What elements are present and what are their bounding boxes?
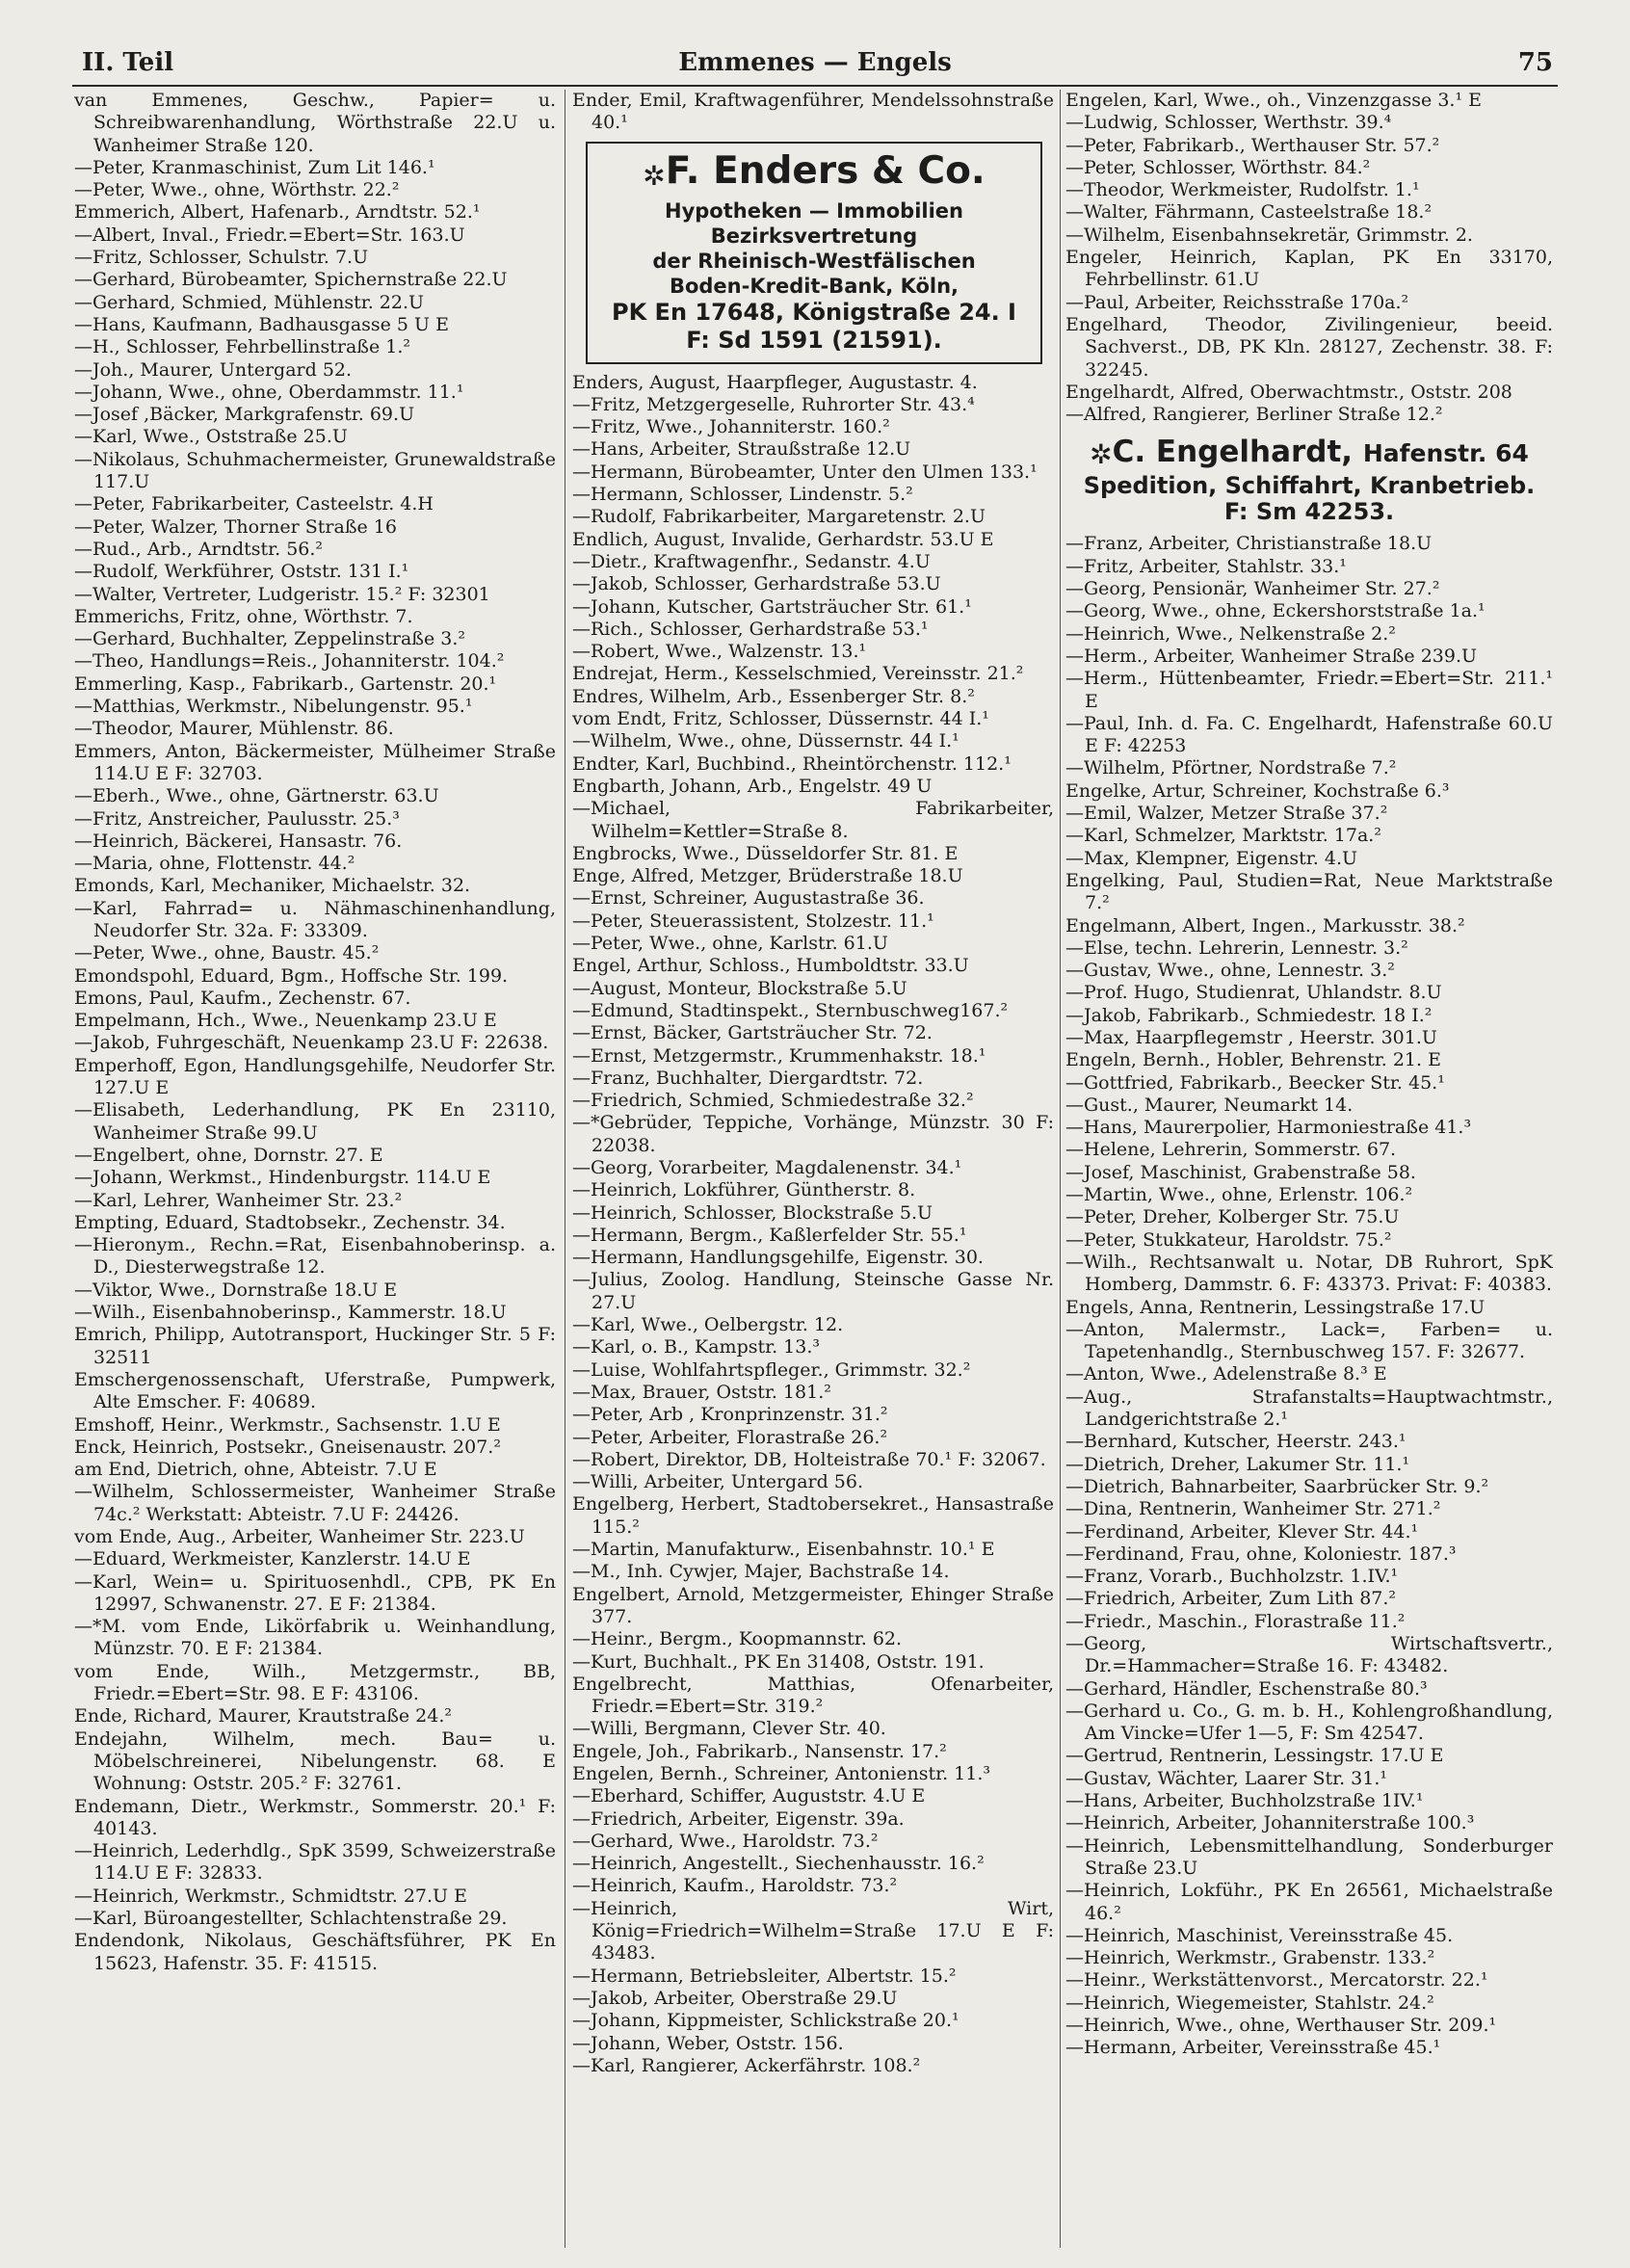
directory-entry: —Gustav, Wächter, Laarer Str. 31.¹ <box>1065 1767 1388 1789</box>
directory-entry: vom Endt, Fritz, Schlosser, Düssernstr. 44 I.¹ <box>572 708 989 730</box>
ad-line: der Rheinisch-Westfälischen <box>652 249 976 273</box>
directory-entry: —Hermann, Bergm., Kaßlerfelder Str. 55.¹ <box>572 1224 967 1246</box>
directory-entry: —Friedrich, Arbeiter, Eigenstr. 39a. <box>572 1807 905 1830</box>
directory-entry: —Robert, Wwe., Walzenstr. 13.¹ <box>572 641 867 663</box>
ad-line: Boden-Kredit-Bank, Köln, <box>669 274 960 298</box>
directory-entry: —Peter, Kranmaschinist, Zum Lit 146.¹ <box>74 156 435 178</box>
directory-entry: —Aug., Strafanstalts=Hauptwachtmstr., Landgerichtstraße 2.¹ <box>1065 1385 1553 1431</box>
directory-entry: —Wilh., Rechtsanwalt u. Notar, DB Ruhrort, SpK Homberg, Dammstr. 6. F: 43373. Privat: F: 40383. <box>1065 1251 1553 1296</box>
directory-entry: —Hans, Kaufmann, Badhausgasse 5 U E <box>74 313 449 335</box>
directory-entry: —Jakob, Schlosser, Gerhardstraße 53.U <box>572 573 941 595</box>
directory-entry: —Theodor, Werkmeister, Rudolfstr. 1.¹ <box>1065 179 1420 201</box>
directory-entry: Engelke, Artur, Schreiner, Kochstraße 6.³ <box>1065 779 1450 802</box>
directory-entry: —Peter, Steuerassistent, Stolzestr. 11.¹ <box>572 910 934 932</box>
directory-entry: —Heinrich, Kaufm., Haroldstr. 73.² <box>572 1875 898 1897</box>
directory-entry: —Rud., Arb., Arndtstr. 56.² <box>74 538 324 560</box>
directory-entry: —Herm., Arbeiter, Wanheimer Straße 239.U <box>1065 645 1478 667</box>
directory-entry: Endejahn, Wilhelm, mech. Bau= u. Möbelschreinerei, Nibelungenstr. 68. E Wohnung: Oststr. 205.² F: 32761. <box>74 1727 556 1795</box>
directory-entry: Engeln, Bernh., Hobler, Behrenstr. 21. E <box>1065 1049 1441 1071</box>
directory-entry: —Karl, Schmelzer, Marktstr. 17a.² <box>1065 825 1381 847</box>
directory-entry: —Hermann, Arbeiter, Vereinsstraße 45.¹ <box>1065 2037 1441 2059</box>
directory-entry: —Friedr., Maschin., Florastraße 11.² <box>1065 1610 1406 1632</box>
ad-title: F. Enders & Co. <box>665 148 986 193</box>
directory-entry: Empelmann, Hch., Wwe., Neuenkamp 23.U E <box>74 1010 497 1032</box>
directory-entry: Emmers, Anton, Bäckermeister, Mülheimer Straße 114.U E F: 32703. <box>74 740 556 784</box>
directory-entry: —Ferdinand, Frau, ohne, Koloniestr. 187.³ <box>1065 1543 1457 1565</box>
directory-entry: —Martin, Wwe., ohne, Erlenstr. 106.² <box>1065 1184 1413 1206</box>
directory-entry: Ender, Emil, Kraftwagenführer, Mendelssohnstraße 40.¹ <box>572 90 1054 134</box>
directory-entry: —Heinrich, Lokführer, Güntherstr. 8. <box>572 1179 916 1201</box>
column-divider <box>1060 90 1061 2248</box>
section-label: II. Teil <box>82 48 174 77</box>
directory-entry: —Johann, Weber, Oststr. 156. <box>572 2032 844 2054</box>
directory-entry: —Peter, Fabrikarb., Werthauser Str. 57.² <box>1065 134 1440 156</box>
directory-entry: Emrich, Philipp, Autotransport, Huckinger Str. 5 F: 32511 <box>74 1324 556 1368</box>
directory-entry: —Georg, Wwe., ohne, Eckershorststraße 1a.¹ <box>1065 600 1485 622</box>
directory-entry: —Robert, Direktor, DB, Holteistraße 70.¹ F: 32067. <box>572 1448 1046 1470</box>
directory-entry: —Fritz, Schlosser, Schulstr. 7.U <box>74 247 369 269</box>
directory-entry: —Alfred, Rangierer, Berliner Straße 12.² <box>1065 404 1443 426</box>
directory-entry: —Wilhelm, Wwe., ohne, Düssernstr. 44 I.¹ <box>572 730 960 752</box>
column-3-top-entries <box>1065 90 1553 426</box>
directory-entry: Ende, Richard, Maurer, Krautstraße 24.² <box>74 1705 453 1727</box>
directory-entry: —Peter, Stukkateur, Haroldstr. 75.² <box>1065 1228 1392 1251</box>
column-3 <box>1065 90 1553 2248</box>
directory-entry: —Helene, Lehrerin, Sommerstr. 67. <box>1065 1139 1397 1161</box>
enders-advertisement <box>586 142 1042 364</box>
directory-entry: —Eberhard, Schiffer, Auguststr. 4.U E <box>572 1785 926 1807</box>
page-number: 75 <box>1517 48 1553 77</box>
column-1 <box>74 90 556 2248</box>
directory-entry: —Elisabeth, Lederhandlung, PK En 23110, Wanheimer Straße 99.U <box>74 1099 556 1144</box>
directory-entry: —Hans, Maurerpolier, Harmoniestraße 41.³ <box>1065 1117 1472 1139</box>
directory-entry: —Georg, Wirtschaftsvertr., Dr.=Hammacher=Straße 16. F: 43482. <box>1065 1633 1553 1677</box>
directory-entry: —Gerhard, Händler, Eschenstraße 80.³ <box>1065 1677 1428 1700</box>
directory-entry: —Viktor, Wwe., Dornstraße 18.U E <box>74 1279 398 1301</box>
ad-line: Bezirksvertretung <box>710 224 918 248</box>
directory-entry: —Heinrich, Werkmstr., Schmidtstr. 27.U E <box>74 1885 467 1907</box>
ad-line: Hypotheken — Immobilien <box>665 198 963 223</box>
directory-entry: —Herm., Hüttenbeamter, Friedr.=Ebert=Str. 211.¹ E <box>1065 668 1553 712</box>
directory-entry: —Bernhard, Kutscher, Heerstr. 243.¹ <box>1065 1431 1407 1453</box>
directory-entry: —Joh., Maurer, Untergard 52. <box>74 358 353 381</box>
directory-entry: —Heinrich, Lebensmittelhandlung, Sonderburger Straße 23.U <box>1065 1834 1553 1879</box>
directory-entry: —Gust., Maurer, Neumarkt 14. <box>1065 1094 1354 1116</box>
directory-entry: —Paul, Inh. d. Fa. C. Engelhardt, Hafenstraße 60.U E F: 42253 <box>1065 712 1553 757</box>
directory-entry: —Hans, Arbeiter, Straußstraße 12.U <box>572 438 911 461</box>
directory-entry: —Heinrich, Bäckerei, Hansastr. 76. <box>74 830 403 852</box>
directory-entry: Emmerling, Kasp., Fabrikarb., Gartenstr. 20.¹ <box>74 672 497 695</box>
directory-entry: —Johann, Wwe., ohne, Oberdammstr. 11.¹ <box>74 381 464 403</box>
directory-entry: —Albert, Inval., Friedr.=Ebert=Str. 163.U <box>74 224 465 246</box>
directory-entry: Emmerichs, Fritz, ohne, Wörthstr. 7. <box>74 605 413 627</box>
directory-entry: —Eberh., Wwe., ohne, Gärtnerstr. 63.U <box>74 785 439 807</box>
directory-entry: —Peter, Dreher, Kolberger Str. 75.U <box>1065 1206 1400 1228</box>
directory-entry: —Theo, Handlungs=Reis., Johanniterstr. 104.² <box>74 650 505 672</box>
directory-entry: —Karl, Rangierer, Ackerfährstr. 108.² <box>572 2054 921 2076</box>
directory-entry: —Gerhard, Bürobeamter, Spichernstraße 22.U <box>74 269 508 291</box>
column-2-top-entries <box>572 90 1054 135</box>
directory-entry: —Willi, Bergmann, Clever Str. 40. <box>572 1718 886 1740</box>
directory-entry: —Wilh., Eisenbahnoberinsp., Kammerstr. 18.U <box>74 1302 507 1324</box>
directory-entry: Emschergenossenschaft, Uferstraße, Pumpwerk, Alte Emscher. F: 40689. <box>74 1368 556 1413</box>
directory-entry: —Georg, Vorarbeiter, Magdalenenstr. 34.¹ <box>572 1156 962 1178</box>
column-3-entries <box>1065 533 1553 2059</box>
directory-entry: Endter, Karl, Buchbind., Rheintörchenstr. 112.¹ <box>572 752 1012 775</box>
directory-entry: —Edmund, Stadtinspekt., Sternbuschweg167.² <box>572 999 1009 1021</box>
directory-entry: —Peter, Wwe., ohne, Wörthstr. 22.² <box>74 179 400 201</box>
directory-entry: Engbarth, Johann, Arb., Engelstr. 49 U <box>572 775 933 797</box>
directory-entry: —Gertrud, Rentnerin, Lessingstr. 17.U E <box>1065 1745 1444 1767</box>
directory-entry: —Georg, Pensionär, Wanheimer Str. 27.² <box>1065 578 1440 600</box>
directory-entry: —Karl, Wwe., Oelbergstr. 12. <box>572 1314 844 1336</box>
directory-entry: —H., Schlosser, Fehrbellinstraße 1.² <box>74 336 411 358</box>
directory-entry: —Gottfried, Fabrikarb., Beecker Str. 45.¹ <box>1065 1071 1445 1094</box>
directory-entry: Endlich, August, Invalide, Gerhardstr. 53.U E <box>572 528 994 550</box>
directory-entry: am End, Dietrich, ohne, Abteistr. 7.U E <box>74 1459 437 1481</box>
directory-entry: —Kurt, Buchhalt., PK En 31408, Oststr. 191. <box>572 1650 985 1673</box>
directory-entry: Emons, Paul, Kaufm., Zechenstr. 67. <box>74 987 411 1009</box>
directory-entry: —Heinrich, Schlosser, Blockstraße 5.U <box>572 1201 933 1224</box>
ad-line: Spedition, Schiffahrt, Kranbetrieb. <box>1083 472 1536 500</box>
directory-entry: —Nikolaus, Schuhmachermeister, Grunewaldstraße 117.U <box>74 448 556 493</box>
directory-entry: —Ernst, Schreiner, Augustastraße 36. <box>572 887 925 910</box>
directory-entry: Engelbert, Arnold, Metzgermeister, Ehinger Straße 377. <box>572 1583 1054 1627</box>
column-2 <box>572 90 1054 2248</box>
directory-entry: —Karl, Lehrer, Wanheimer Str. 23.² <box>74 1189 403 1211</box>
wheel-emblem-icon: ✲ <box>1090 438 1113 471</box>
directory-entry: —Gerhard, Buchhalter, Zeppelinstraße 3.² <box>74 628 465 650</box>
directory-entry: —Josef ,Bäcker, Markgrafenstr. 69.U <box>74 404 415 426</box>
directory-entry: Empting, Eduard, Stadtobsekr., Zechenstr. 34. <box>74 1211 506 1233</box>
directory-entry: —Franz, Buchhalter, Diergardtstr. 72. <box>572 1067 924 1089</box>
directory-entry: —Karl, o. B., Kampstr. 13.³ <box>572 1336 821 1358</box>
directory-entry: —Hieronym., Rechn.=Rat, Eisenbahnoberinsp. a. D., Diesterwegstraße 12. <box>74 1234 556 1279</box>
directory-entry: Engelbrecht, Matthias, Ofenarbeiter, Friedr.=Ebert=Str. 319.² <box>572 1673 1054 1718</box>
directory-entry: —Gerhard, Schmied, Mühlenstr. 22.U <box>74 291 425 313</box>
directory-entry: —Dietrich, Dreher, Lakumer Str. 11.¹ <box>1065 1453 1410 1475</box>
directory-entry: —Jakob, Fabrikarb., Schmiedestr. 18 I.² <box>1065 1004 1433 1026</box>
directory-entry: —Hermann, Betriebsleiter, Albertstr. 15.² <box>572 1965 957 1987</box>
directory-entry: —Max, Haarpflegemstr , Heerstr. 301.U <box>1065 1026 1437 1048</box>
ad-line: PK En 17648, Königstraße 24. I <box>612 298 1016 326</box>
directory-entry: Endrejat, Herm., Kesselschmied, Vereinsstr. 21.² <box>572 663 1024 685</box>
directory-entry: —Fritz, Wwe., Johanniterstr. 160.² <box>572 416 890 438</box>
directory-entry: Emperhoff, Egon, Handlungsgehilfe, Neudorfer Str. 127.U E <box>74 1054 556 1099</box>
directory-entry: —Dina, Rentnerin, Wanheimer Str. 271.² <box>1065 1498 1441 1520</box>
directory-entry: —Peter, Walzer, Thorner Straße 16 <box>74 515 397 538</box>
directory-entry: —Max, Klempner, Eigenstr. 4.U <box>1065 847 1358 869</box>
directory-entry: —Ludwig, Schlosser, Werthstr. 39.⁴ <box>1065 112 1392 134</box>
directory-entry: —Gustav, Wwe., ohne, Lennestr. 3.² <box>1065 960 1395 982</box>
directory-entry: —Heinrich, Maschinist, Vereinsstraße 45. <box>1065 1924 1454 1946</box>
directory-entry: —Maria, ohne, Flottenstr. 44.² <box>74 853 355 875</box>
directory-entry: Engele, Joh., Fabrikarb., Nansenstr. 17.² <box>572 1740 947 1762</box>
directory-entry: vom Ende, Wilh., Metzgermstr., BB, Friedr.=Ebert=Str. 98. E F: 43106. <box>74 1660 556 1705</box>
directory-entry: Endres, Wilhelm, Arb., Essenberger Str. 8.² <box>572 685 975 707</box>
directory-entry: Enge, Alfred, Metzger, Brüderstraße 18.U <box>572 865 963 887</box>
directory-entry: —Walter, Fährmann, Casteelstraße 18.² <box>1065 201 1433 224</box>
directory-entry: —Heinr., Bergm., Koopmannstr. 62. <box>572 1628 903 1650</box>
directory-entry: —Franz, Vorarb., Buchholzstr. 1.IV.¹ <box>1065 1566 1399 1588</box>
directory-entry: Engelking, Paul, Studien=Rat, Neue Marktstraße 7.² <box>1065 869 1553 914</box>
directory-entry: —Friedrich, Arbeiter, Zum Lith 87.² <box>1065 1588 1397 1610</box>
directory-entry: Engelen, Bernh., Schreiner, Antonienstr. 11.³ <box>572 1763 991 1784</box>
directory-entry: —Heinrich, Lokführ., PK En 26561, Michaelstraße 46.² <box>1065 1880 1553 1924</box>
directory-entry: —Michael, Fabrikarbeiter, Wilhelm=Kettler=Straße 8. <box>572 798 1054 842</box>
directory-entry: —Heinrich, Wwe., Nelkenstraße 2.² <box>1065 622 1396 645</box>
directory-entry: —Willi, Arbeiter, Untergard 56. <box>572 1471 864 1493</box>
directory-entry: Enck, Heinrich, Postsekr., Gneisenaustr. 207.² <box>74 1436 501 1458</box>
directory-entry: —Ernst, Metzgermstr., Krummenhakstr. 18.¹ <box>572 1044 986 1067</box>
directory-entry: —Gerhard, Wwe., Haroldstr. 73.² <box>572 1830 879 1852</box>
directory-entry: —Franz, Arbeiter, Christianstraße 18.U <box>1065 533 1433 555</box>
directory-entry: —Hermann, Schlosser, Lindenstr. 5.² <box>572 484 913 506</box>
directory-entry: —Peter, Arbeiter, Florastraße 26.² <box>572 1426 888 1448</box>
directory-entry: —Johann, Werkmst., Hindenburgstr. 114.U E <box>74 1167 491 1189</box>
directory-entry: —Ferdinand, Arbeiter, Klever Str. 44.¹ <box>1065 1520 1419 1543</box>
directory-entry: Engels, Anna, Rentnerin, Lessingstraße 17.U <box>1065 1296 1485 1318</box>
directory-entry: —Josef, Maschinist, Grabenstraße 58. <box>1065 1161 1416 1183</box>
directory-entry: —Heinr., Werkstättenvorst., Mercatorstr. 22.¹ <box>1065 1969 1488 1991</box>
directory-entry: —Dietr., Kraftwagenfhr., Sedanstr. 4.U <box>572 550 931 572</box>
directory-entry: —Paul, Arbeiter, Reichsstraße 170a.² <box>1065 291 1409 313</box>
directory-entry: —Peter, Arb , Kronprinzenstr. 31.² <box>572 1404 888 1426</box>
directory-entry: —Fritz, Arbeiter, Stahlstr. 33.¹ <box>1065 555 1347 577</box>
directory-entry: Emondspohl, Eduard, Bgm., Hoffsche Str. 199. <box>74 964 509 987</box>
directory-entry: —August, Monteur, Blockstraße 5.U <box>572 977 907 999</box>
directory-entry: —Karl, Wwe., Oststraße 25.U <box>74 426 348 448</box>
directory-entry: van Emmenes, Geschw., Papier= u. Schreibwarenhandlung, Wörthstraße 22.U u. Wanheimer Straße 120. <box>74 90 556 156</box>
engelhardt-advertisement <box>1065 434 1553 525</box>
directory-entry: —Hermann, Bürobeamter, Unter den Ulmen 133.¹ <box>572 461 1038 483</box>
directory-entry: Emonds, Karl, Mechaniker, Michaelstr. 32. <box>74 875 471 897</box>
directory-entry: —Fritz, Anstreicher, Paulusstr. 25.³ <box>74 807 400 830</box>
directory-entry: vom Ende, Aug., Arbeiter, Wanheimer Str. 223.U <box>74 1526 525 1547</box>
directory-entry: Engeler, Heinrich, Kaplan, PK En 33170, Fehrbellinstr. 61.U <box>1065 247 1553 291</box>
directory-entry: Endendonk, Nikolaus, Geschäftsführer, PK En 15623, Hafenstr. 35. F: 41515. <box>74 1930 556 1974</box>
directory-entry: Engelmann, Albert, Ingen., Markusstr. 38.² <box>1065 914 1465 936</box>
directory-entry: —Julius, Zoolog. Handlung, Steinsche Gasse Nr. 27.U <box>572 1269 1054 1313</box>
ad-line: F: Sm 42253. <box>1223 498 1395 526</box>
directory-entry: —M., Inh. Cywjer, Majer, Bachstraße 14. <box>572 1561 950 1583</box>
directory-entry: —Karl, Wein= u. Spirituosenhdl., CPB, PK En 12997, Schwanenstr. 27. E F: 21384. <box>74 1570 556 1615</box>
directory-entry: —Martin, Manufakturw., Eisenbahnstr. 10.¹ E <box>572 1539 995 1561</box>
directory-entry: Engelen, Karl, Wwe., oh., Vinzenzgasse 3.¹ E <box>1065 90 1482 111</box>
directory-entry: —Johann, Kippmeister, Schlickstraße 20.¹ <box>572 2010 960 2032</box>
directory-entry: —Theodor, Maurer, Mühlenstr. 86. <box>74 718 394 740</box>
directory-entry: —*Gebrüder, Teppiche, Vorhänge, Münzstr. 30 F: 22038. <box>572 1112 1054 1156</box>
directory-entry: —Anton, Wwe., Adelenstraße 8.³ E <box>1065 1363 1387 1385</box>
directory-entry: —Peter, Wwe., ohne, Karlstr. 61.U <box>572 933 888 955</box>
directory-entry: —Heinrich, Wiegemeister, Stahlstr. 24.² <box>1065 1991 1434 2014</box>
directory-entry: —Heinrich, Werkmstr., Grabenstr. 133.² <box>1065 1947 1435 1969</box>
directory-entry: —Jakob, Arbeiter, Oberstraße 29.U <box>572 1987 898 2009</box>
directory-entry: Emshoff, Heinr., Werkmstr., Sachsenstr. 1.U E <box>74 1413 501 1436</box>
ad-title-address: Hafenstr. 64 <box>1362 439 1529 468</box>
directory-entry: —Heinrich, Angestellt., Siechenhausstr. 16.² <box>572 1853 985 1875</box>
directory-entry: —Anton, Malermstr., Lack=, Farben= u. Tapetenhandlg., Sternbuschweg 157. F: 32677. <box>1065 1318 1553 1363</box>
directory-entry: —Peter, Wwe., ohne, Baustr. 45.² <box>74 942 380 964</box>
directory-entry: —Else, techn. Lehrerin, Lennestr. 3.² <box>1065 936 1408 959</box>
directory-entry: —Max, Brauer, Oststr. 181.² <box>572 1381 831 1403</box>
directory-entry: —Wilhelm, Schlossermeister, Wanheimer Straße 74c.² Werkstatt: Abteistr. 7.U F: 24426. <box>74 1481 556 1525</box>
directory-entry: —Matthias, Werkmstr., Nibelungenstr. 95.¹ <box>74 696 473 718</box>
column-2-entries <box>572 372 1054 2078</box>
directory-entry: —Rich., Schlosser, Gerhardstraße 53.¹ <box>572 618 929 640</box>
directory-entry: —Luise, Wohlfahrtspfleger., Grimmstr. 32.² <box>572 1358 971 1381</box>
directory-entry: Emmerich, Albert, Hafenarb., Arndtstr. 52.¹ <box>74 201 481 224</box>
directory-entry: —Rudolf, Werkführer, Oststr. 131 I.¹ <box>74 561 409 583</box>
page-title: Emmenes — Engels <box>678 48 952 77</box>
directory-entry: —Johann, Kutscher, Gartsträucher Str. 61.¹ <box>572 595 972 618</box>
directory-entry: —Rudolf, Fabrikarbeiter, Margaretenstr. 2.U <box>572 506 986 528</box>
directory-entry: —Ernst, Bäcker, Gartsträucher Str. 72. <box>572 1022 933 1044</box>
directory-entry: —Eduard, Werkmeister, Kanzlerstr. 14.U E <box>74 1548 471 1570</box>
directory-entry: Endemann, Dietr., Werkmstr., Sommerstr. 20.¹ F: 40143. <box>74 1795 556 1839</box>
directory-entry: —Heinrich, Wwe., ohne, Werthauser Str. 209.¹ <box>1065 2015 1497 2037</box>
directory-entry: —Peter, Fabrikarbeiter, Casteelstr. 4.H <box>74 493 434 515</box>
directory-entry: —Engelbert, ohne, Dornstr. 27. E <box>74 1144 383 1166</box>
directory-entry: —Heinrich, Lederhdlg., SpK 3599, Schweizerstraße 114.U E F: 32833. <box>74 1840 556 1885</box>
directory-entry: —Karl, Fahrrad= u. Nähmaschinenhandlung, Neudorfer Str. 32a. F: 33309. <box>74 897 556 941</box>
directory-entry: —Jakob, Fuhrgeschäft, Neuenkamp 23.U F: 22638. <box>74 1032 549 1054</box>
directory-entry: —Wilhelm, Eisenbahnsekretär, Grimmstr. 2. <box>1065 224 1473 246</box>
header-rule <box>72 85 1558 87</box>
directory-entry: —Karl, Büroangestellter, Schlachtenstraße 29. <box>74 1908 508 1930</box>
directory-entry: —Hermann, Handlungsgehilfe, Eigenstr. 30. <box>572 1247 984 1269</box>
directory-entry: Enders, August, Haarpfleger, Augustastr. 4. <box>572 371 978 393</box>
directory-entry: —Wilhelm, Pförtner, Nordstraße 7.² <box>1065 757 1397 779</box>
directory-entry: —*M. vom Ende, Likörfabrik u. Weinhandlung, Münzstr. 70. E F: 21384. <box>74 1616 556 1660</box>
directory-entry: —Gerhard u. Co., G. m. b. H., Kohlengroßhandlung, Am Vincke=Ufer 1—5, F: Sm 42547. <box>1065 1700 1553 1745</box>
directory-entry: —Fritz, Metzgergeselle, Ruhrorter Str. 43.⁴ <box>572 393 975 415</box>
directory-entry: —Dietrich, Bahnarbeiter, Saarbrücker Str. 9.² <box>1065 1475 1489 1497</box>
directory-entry: —Heinrich, Wirt, König=Friedrich=Wilhelm=Straße 17.U E F: 43483. <box>572 1897 1054 1965</box>
directory-entry: Engelhard, Theodor, Zivilingenieur, beeid. Sachverst., DB, PK Kln. 28127, Zechenstr. 38. F: 32245. <box>1065 313 1553 381</box>
directory-entry: —Emil, Walzer, Metzer Straße 37.² <box>1065 803 1388 825</box>
directory-entry: Engel, Arthur, Schloss., Humboldtstr. 33.U <box>572 955 969 977</box>
ad-line: F: Sd 1591 (21591). <box>686 326 942 354</box>
directory-entry: —Friedrich, Schmied, Schmiedestraße 32.² <box>572 1090 974 1112</box>
directory-entry: —Peter, Schlosser, Wörthstr. 84.² <box>1065 156 1371 178</box>
directory-entry: —Prof. Hugo, Studienrat, Uhlandstr. 8.U <box>1065 982 1442 1004</box>
directory-entry: —Walter, Vertreter, Ludgeristr. 15.² F: 32301 <box>74 583 490 605</box>
directory-entry: Engelhardt, Alfred, Oberwachtmstr., Oststr. 208 <box>1065 381 1512 403</box>
star-icon: ✲ <box>643 159 666 192</box>
ad-title: C. Engelhardt, <box>1112 435 1354 470</box>
directory-entry: —Hans, Arbeiter, Buchholzstraße 1IV.¹ <box>1065 1790 1424 1812</box>
directory-entry: Engelberg, Herbert, Stadtobersekret., Hansastraße 115.² <box>572 1493 1054 1538</box>
directory-entry: Engbrocks, Wwe., Düsseldorfer Str. 81. E <box>572 842 959 864</box>
directory-entry: —Heinrich, Arbeiter, Johanniterstraße 100.³ <box>1065 1812 1475 1834</box>
